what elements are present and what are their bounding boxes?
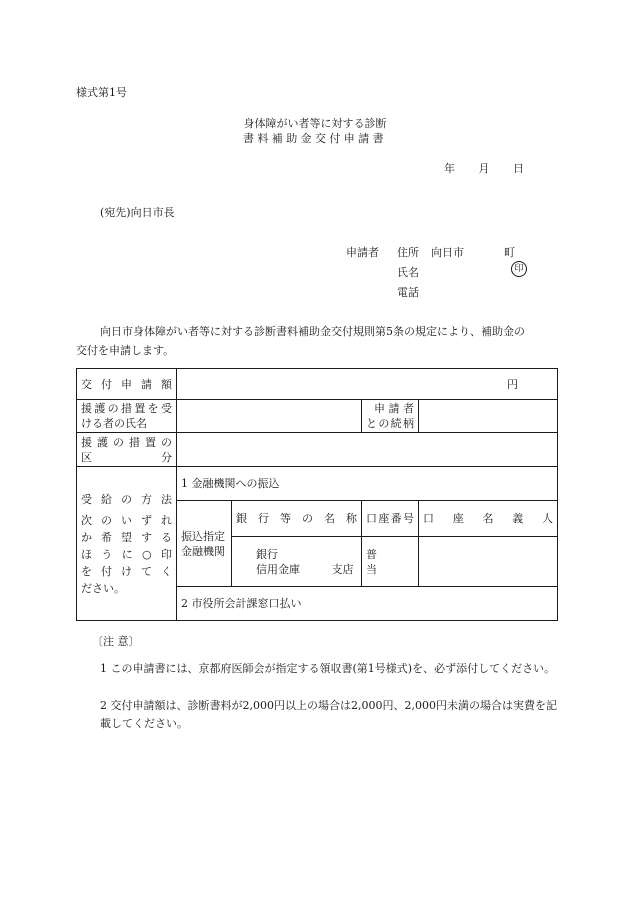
addressee: (宛先)向日市長 bbox=[100, 206, 175, 219]
body-text-line-2: 交付を申請します。 bbox=[76, 344, 175, 357]
application-table bbox=[76, 368, 558, 621]
bank-name-header: 銀行等の名称 bbox=[232, 501, 362, 537]
address-label: 住所 bbox=[397, 246, 419, 259]
note-2: 2 交付申請額は、診断書料が2,000円以上の場合は2,000円、2,000円未満の場合は実費を記載してください。 bbox=[100, 699, 557, 730]
seal-mark: 印 bbox=[511, 261, 527, 277]
account-holder-field[interactable] bbox=[419, 537, 558, 587]
account-number-field[interactable]: 普 当 bbox=[362, 537, 419, 587]
recipient-label-cell: 援護の措置を受 ける者の氏名 bbox=[77, 400, 177, 433]
recipient-name-field[interactable] bbox=[177, 400, 362, 433]
relation-field[interactable] bbox=[419, 400, 558, 433]
option-counter-payment[interactable]: 2 市役所会計課窓口払い bbox=[177, 587, 558, 621]
notes-heading: 〔注 意〕 bbox=[92, 635, 140, 648]
amount-input-cell[interactable] bbox=[177, 369, 558, 400]
credit-union-label: 信用金庫 bbox=[256, 562, 300, 576]
title-line-2: 書料補助金交付申請書 bbox=[243, 132, 387, 145]
account-number-header: 口座番号 bbox=[362, 501, 419, 537]
option-bank-transfer[interactable]: 1 金融機関への振込 bbox=[177, 467, 558, 501]
title-line-1: 身体障がい者等に対する診断 bbox=[243, 117, 387, 130]
method-label-cell: 受給の方法 次のいずれ か希望する ほうに○印 を付けてく ださい。 bbox=[77, 467, 177, 621]
amount-unit: 円 bbox=[507, 377, 518, 391]
amount-label-cell: 交付申請額 bbox=[77, 369, 177, 400]
note-1: 1 この申請書には、京都府医師会が指定する領収書(第1号様式)を、必ず添付してください。 bbox=[100, 662, 556, 675]
bank-name-field[interactable]: 銀行 信用金庫 支店 bbox=[232, 537, 362, 587]
address-city: 向日市 bbox=[431, 246, 464, 259]
body-text-line-1: 向日市身体障がい者等に対する診断書料補助金交付規則第5条の規定により、補助金の bbox=[100, 325, 525, 338]
phone-label: 電話 bbox=[397, 286, 419, 299]
relation-label-cell: 申請者 との続柄 bbox=[362, 400, 419, 433]
name-label: 氏名 bbox=[397, 266, 419, 279]
applicant-label: 申請者 bbox=[346, 246, 379, 259]
date-line: 年 月 日 bbox=[444, 162, 524, 175]
address-town: 町 bbox=[504, 246, 515, 259]
category-field[interactable] bbox=[177, 433, 558, 467]
category-label-cell: 援護の措置の 区 分 bbox=[77, 433, 177, 467]
account-holder-header: 口座名義人 bbox=[419, 501, 558, 537]
branch-label: 支店 bbox=[331, 562, 354, 576]
form-number: 様式第1号 bbox=[76, 86, 127, 99]
transfer-label-cell: 振込指定 金融機関 bbox=[177, 501, 232, 587]
